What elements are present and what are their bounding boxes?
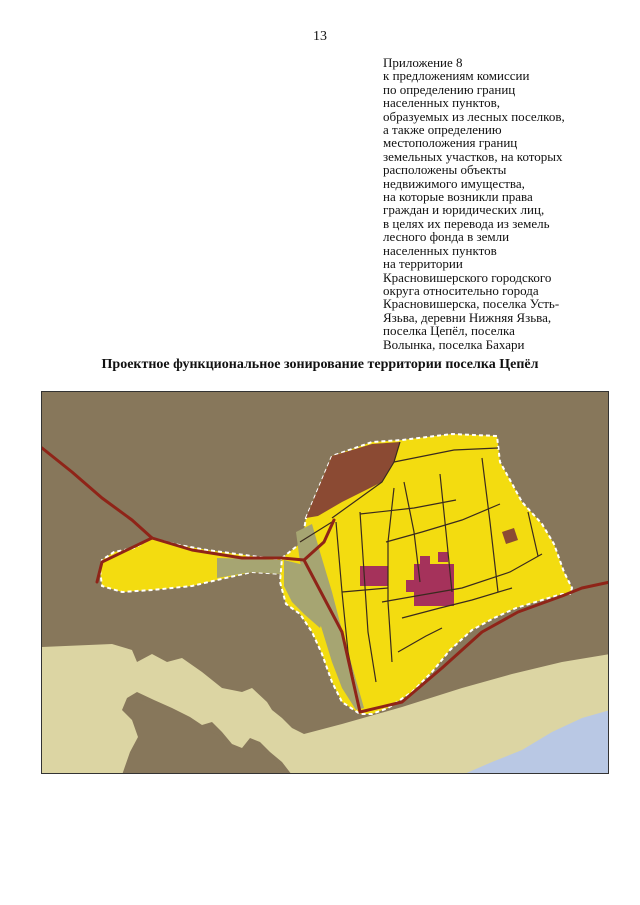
public-zone-small-b bbox=[438, 552, 448, 562]
appendix-line: в целях их перевода из земель bbox=[383, 215, 550, 231]
appendix-line: округа относительно города bbox=[383, 282, 539, 298]
appendix-line: населенных пунктов bbox=[383, 242, 497, 258]
appendix-line: а также определению bbox=[383, 122, 502, 138]
appendix-line: к предложениям комиссии bbox=[383, 68, 530, 84]
appendix-line: Волынка, поселка Бахари bbox=[383, 336, 525, 352]
appendix-line: Красновишерска, поселка Усть- bbox=[383, 296, 560, 312]
appendix-line: местоположения границ bbox=[383, 135, 518, 151]
appendix-line: недвижимого имущества, bbox=[383, 175, 525, 191]
appendix-line: Язьва, деревни Нижняя Язьва, bbox=[383, 309, 552, 325]
zoning-map bbox=[41, 391, 609, 774]
page-number: 13 bbox=[313, 29, 327, 44]
appendix-line: на которые возникли права bbox=[383, 189, 533, 205]
appendix-line: по определению границ bbox=[383, 81, 516, 97]
appendix-line: лесного фонда в земли bbox=[383, 229, 510, 245]
appendix-line: расположены объекты bbox=[383, 162, 507, 178]
appendix-heading bbox=[383, 56, 633, 351]
appendix-line: Приложение 8 bbox=[383, 55, 463, 70]
public-zone-small-a bbox=[420, 556, 430, 564]
public-zone-small-c bbox=[406, 580, 416, 592]
public-zone-main bbox=[414, 564, 454, 606]
appendix-line: на территории bbox=[383, 256, 463, 272]
appendix-line: земельных участков, на которых bbox=[383, 148, 563, 164]
appendix-line: образуемых из лесных поселков, bbox=[383, 108, 565, 124]
map-title: Проектное функциональное зонирование территории поселка Цепёл bbox=[101, 357, 539, 372]
appendix-line: Красновишерского городского bbox=[383, 269, 552, 285]
appendix-line: населенных пунктов, bbox=[383, 95, 501, 111]
appendix-line: граждан и юридических лиц, bbox=[383, 202, 545, 218]
appendix-line: поселка Цепёл, поселка bbox=[383, 323, 515, 339]
